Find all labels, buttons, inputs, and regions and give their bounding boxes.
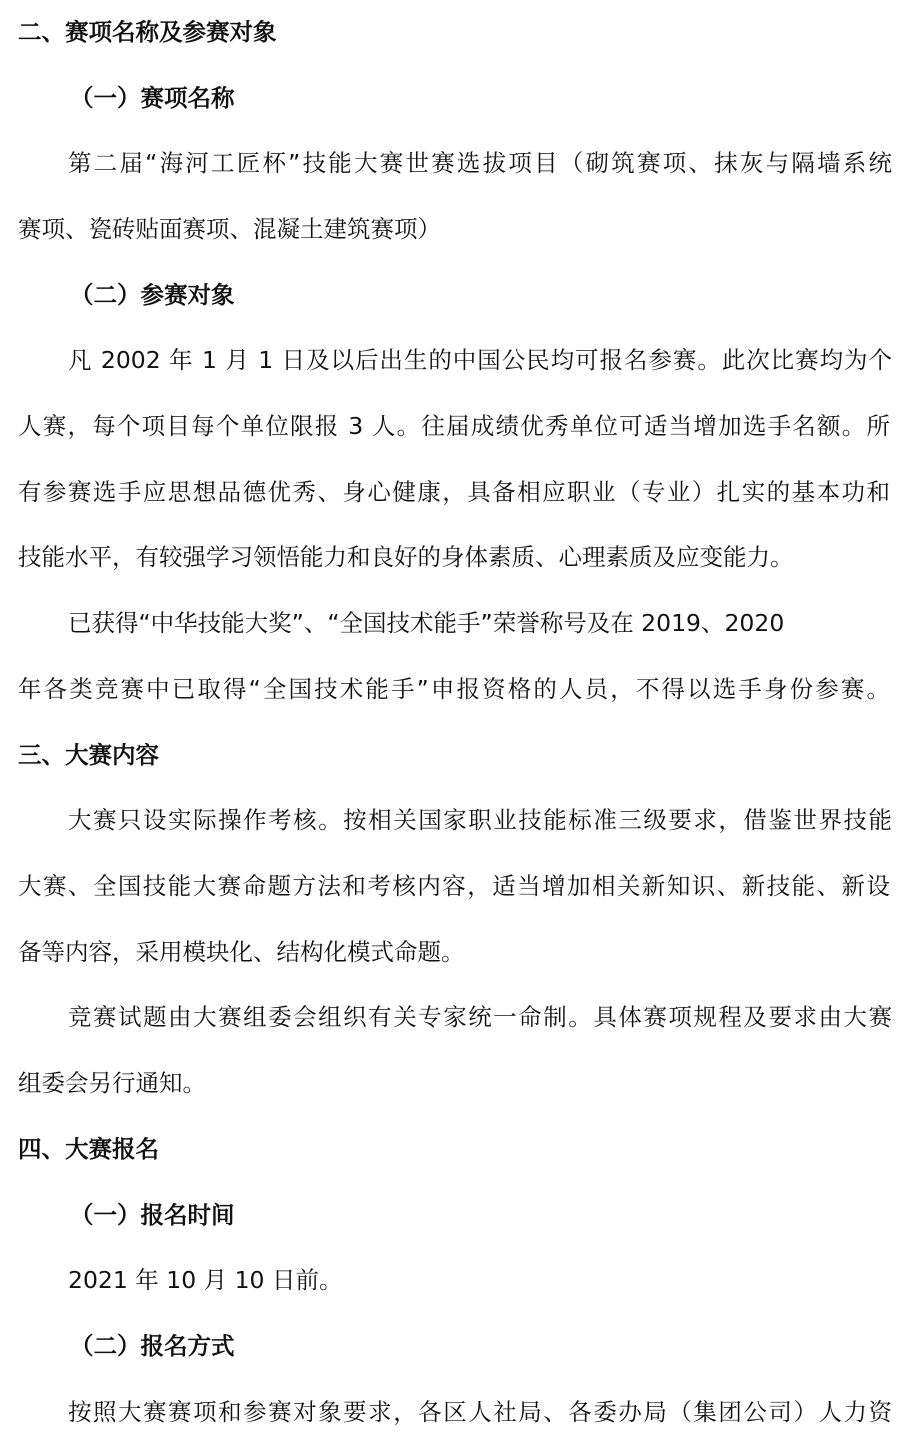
paragraph-line: 大赛只设实际操作考核。按相关国家职业技能标准三级要求，借鉴世界技能: [68, 806, 892, 834]
subsection-heading-registration-time: （一）报名时间: [70, 1201, 235, 1229]
subsection-heading-event-name: （一）赛项名称: [70, 84, 235, 112]
paragraph-line: 人赛，每个项目每个单位限报 3 人。往届成绩优秀单位可适当增加选手名额。所: [18, 412, 890, 440]
paragraph-line: 组委会另行通知。: [18, 1069, 206, 1097]
paragraph-line: 备等内容，采用模块化、结构化模式命题。: [18, 938, 465, 966]
paragraph-line: 大赛、全国技能大赛命题方法和考核内容，适当增加相关新知识、新技能、新设: [18, 872, 890, 900]
paragraph-line: 有参赛选手应思想品德优秀、身心健康，具备相应职业（专业）扎实的基本功和: [18, 478, 890, 506]
paragraph-line: 竞赛试题由大赛组委会组织有关专家统一命制。具体赛项规程及要求由大赛: [68, 1003, 892, 1031]
section-heading-2: 二、赛项名称及参赛对象: [18, 18, 277, 46]
paragraph-line: 第二届“海河工匠杯”技能大赛世赛选拔项目（砌筑赛项、抹灰与隔墙系统: [68, 149, 892, 177]
paragraph-line: 2021 年 10 月 10 日前。: [68, 1266, 343, 1294]
section-heading-4: 四、大赛报名: [18, 1135, 159, 1163]
paragraph-line: 年各类竞赛中已取得“全国技术能手”申报资格的人员，不得以选手身份参赛。: [18, 675, 890, 703]
paragraph-line: 已获得“中华技能大奖”、“全国技术能手”荣誉称号及在 2019、2020: [68, 609, 785, 637]
subsection-heading-participants: （二）参赛对象: [70, 281, 235, 309]
section-heading-3: 三、大赛内容: [18, 741, 159, 769]
paragraph-line: 按照大赛赛项和参赛对象要求，各区人社局、各委办局（集团公司）人力资: [68, 1398, 892, 1426]
subsection-heading-registration-method: （二）报名方式: [70, 1332, 235, 1360]
paragraph-line: 技能水平，有较强学习领悟能力和良好的身体素质、心理素质及应变能力。: [18, 543, 794, 571]
paragraph-line: 凡 2002 年 1 月 1 日及以后出生的中国公民均可报名参赛。此次比赛均为个: [68, 346, 892, 374]
paragraph-line: 赛项、瓷砖贴面赛项、混凝土建筑赛项）: [18, 215, 441, 243]
